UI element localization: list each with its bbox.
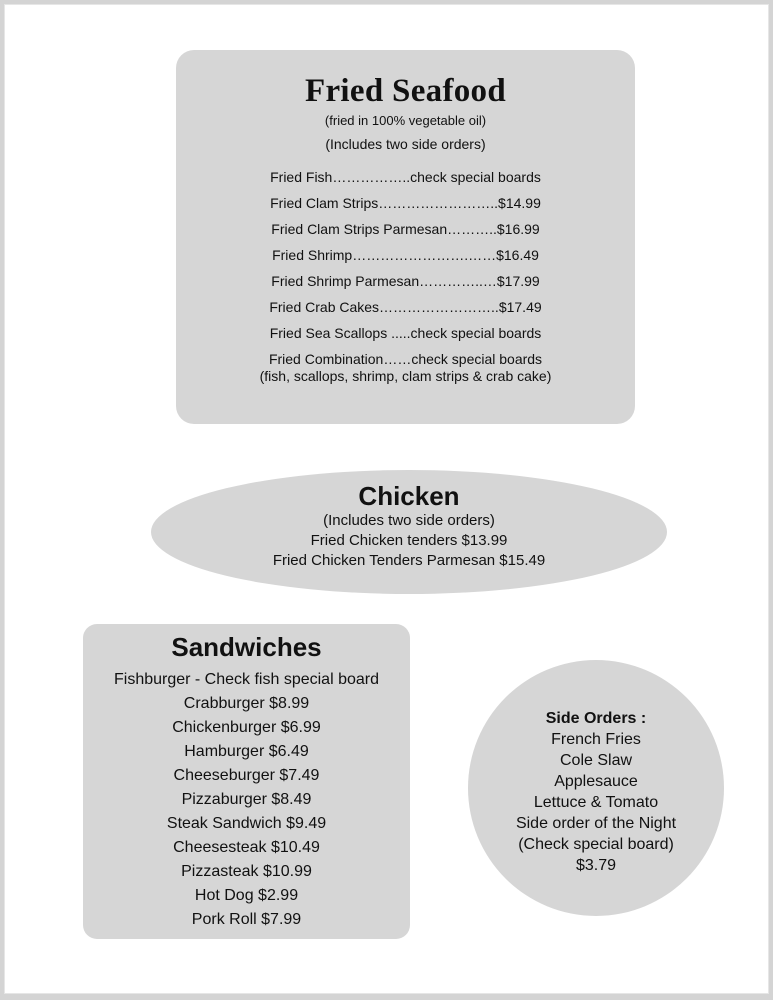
sandwiches-list	[83, 668, 410, 932]
chicken-note: (Includes two side orders)	[323, 512, 495, 529]
side-orders-section	[468, 660, 724, 916]
side-item: Applesauce	[554, 773, 638, 790]
fried-seafood-title: Fried Seafood	[305, 73, 506, 109]
menu-item: Cheeseburger $7.49	[173, 767, 320, 784]
menu-item: Fried Clam Strips……………………..$14.99	[270, 195, 541, 211]
side-item: (Check special board)	[518, 836, 674, 853]
menu-item: Pizzaburger $8.49	[181, 791, 312, 808]
fried-seafood-subtitle: (fried in 100% vegetable oil)	[324, 113, 487, 128]
menu-item: Chickenburger $6.99	[172, 719, 321, 736]
menu-item: Fried Chicken tenders $13.99	[310, 532, 508, 549]
side-orders-price: $3.79	[575, 857, 617, 874]
menu-item: Fried Combination……check special boards	[268, 351, 543, 367]
menu-item: Steak Sandwich $9.49	[166, 815, 327, 832]
combination-note: (fish, scallops, shrimp, clam strips & crab cake)	[259, 368, 552, 384]
fried-seafood-note: (Includes two side orders)	[325, 136, 486, 152]
side-item: Side order of the Night	[515, 815, 677, 832]
side-orders-title: Side Orders :	[545, 710, 647, 727]
fried-seafood-list	[176, 169, 635, 385]
menu-item: Fried Shrimp…………………….……$16.49	[272, 247, 539, 263]
chicken-title: Chicken	[358, 481, 460, 511]
menu-item: Fishburger - Check fish special board	[113, 671, 379, 688]
menu-item: Hot Dog $2.99	[194, 887, 299, 904]
menu-item: Pork Roll $7.99	[191, 911, 302, 928]
menu-item: Crabburger $8.99	[183, 695, 310, 712]
side-item: French Fries	[551, 731, 641, 748]
menu-item: Pizzasteak $10.99	[181, 863, 312, 880]
menu-item: Fried Sea Scallops .....check special boards	[269, 325, 542, 341]
menu-item: Fried Clam Strips Parmesan………..$16.99	[271, 221, 540, 237]
menu-item: Fried Chicken Tenders Parmesan $15.49	[272, 552, 546, 569]
menu-item: Fried Crab Cakes……………………..$17.49	[269, 299, 542, 315]
side-item: Cole Slaw	[559, 752, 633, 769]
menu-item: Hamburger $6.49	[184, 743, 309, 760]
menu-item: Fried Shrimp Parmesan…………..…$17.99	[271, 273, 540, 289]
menu-item: Fried Fish……………..check special boards	[270, 169, 541, 185]
menu-item: Cheesesteak $10.49	[173, 839, 320, 856]
sandwiches-title: Sandwiches	[171, 632, 322, 662]
chicken-section	[151, 470, 667, 594]
menu-page	[4, 4, 769, 994]
sandwiches-section	[83, 624, 410, 939]
side-item: Lettuce & Tomato	[533, 794, 659, 811]
fried-seafood-section	[176, 50, 635, 424]
